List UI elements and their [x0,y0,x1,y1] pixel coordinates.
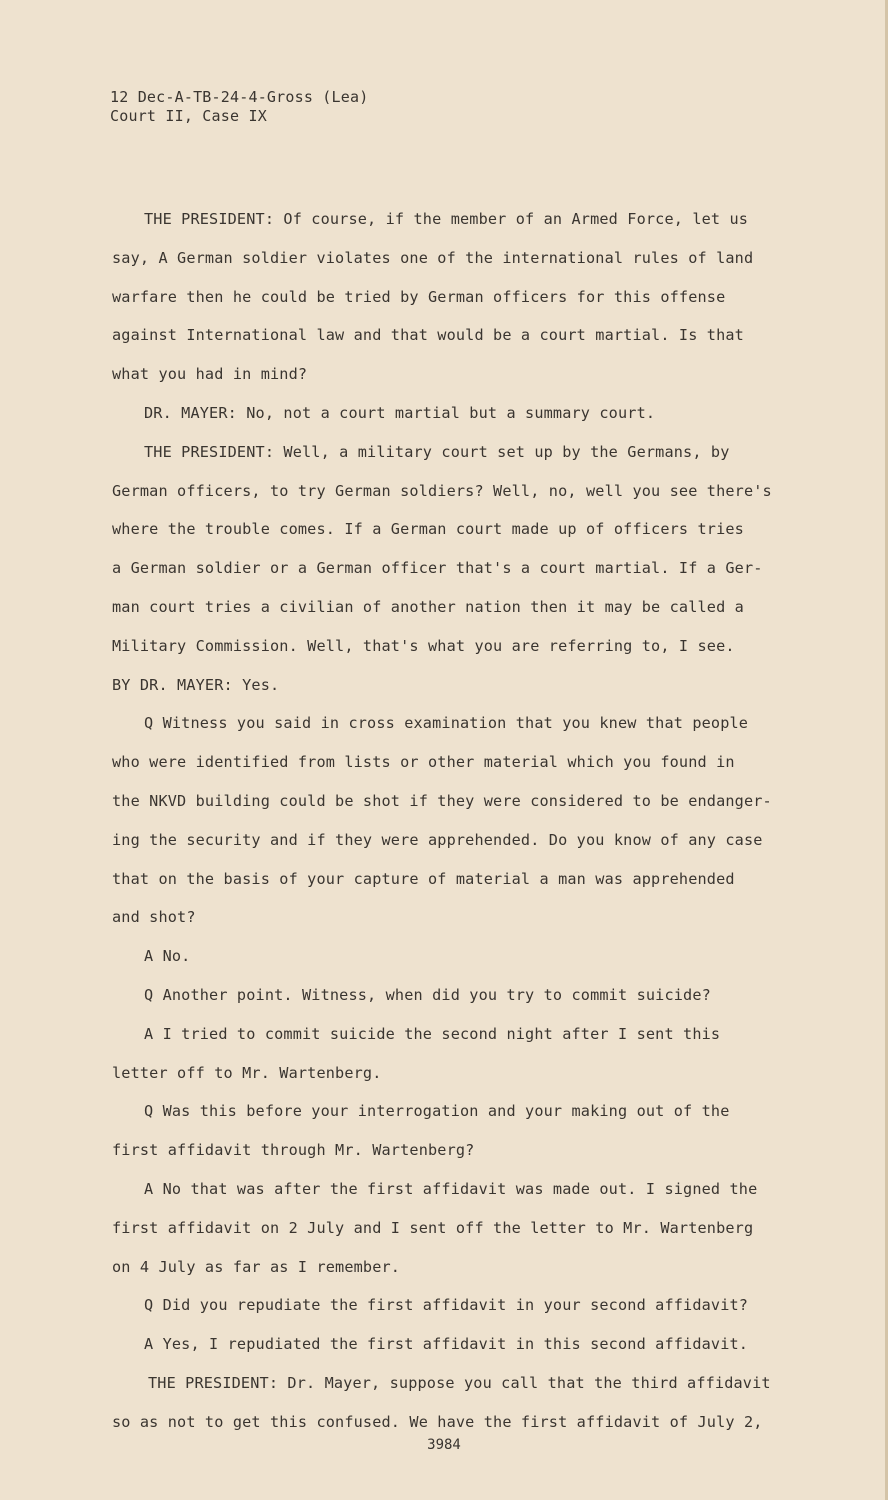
transcript-line: Military Commission. Well, that's what you are referring to, I see. [112,636,735,655]
transcript-line: A No that was after the first affidavit was made out. I signed the [144,1179,758,1198]
transcript-line: where the trouble comes. If a German court made up of officers tries [112,520,744,539]
transcript-line: man court tries a civilian of another nation then it may be called a [112,597,744,616]
transcript-line: the NKVD building could be shot if they were considered to be endanger- [112,791,772,810]
transcript-line: what you had in mind? [112,365,308,384]
transcript-line: THE PRESIDENT: Of course, if the member of an Armed Force, let us [144,210,749,228]
transcript-line: ing the security and if they were apprehended. Do you know of any case [112,830,763,849]
transcript-line: warfare then he could be tried by German officers for this offense [112,287,726,306]
transcript-line: first affidavit through Mr. Wartenberg? [112,1141,475,1160]
transcript-line: A Yes, I repudiated the first affidavit in this second affidavit. [144,1335,749,1354]
transcript-line: who were identified from lists or other material which you found in [112,753,735,772]
transcript-line: Q Did you repudiate the first affidavit in your second affidavit? [144,1296,749,1315]
transcript-line: against International law and that would be a court martial. Is that [112,326,744,345]
transcript-line: BY DR. MAYER: Yes. [112,675,280,694]
transcript-line: THE PRESIDENT: Dr. Mayer, suppose you call that the third affidavit [148,1373,771,1392]
transcript-line: THE PRESIDENT: Well, a military court set up by the Germans, by [144,442,730,461]
transcript-line: A No. [144,947,191,966]
transcript-line: Q Witness you said in cross examination that you knew that people [144,714,749,733]
transcript-line: Q Another point. Witness, when did you try to commit suicide? [144,985,711,1004]
transcript-line: that on the basis of your capture of material a man was apprehended [112,869,735,888]
transcript-line: and shot? [112,908,196,927]
transcript-line: first affidavit on 2 July and I sent off the letter to Mr. Wartenberg [112,1218,754,1237]
page-number: 3984 [427,1437,461,1453]
document-header [110,88,368,126]
header-docket-line: 12 Dec-A-TB-24-4-Gross (Lea) [110,88,369,106]
transcript-line: so as not to get this confused. We have the first affidavit of July 2, [112,1412,763,1431]
transcript-line: a German soldier or a German officer that's a court martial. If a Ger- [112,559,763,578]
transcript-line: on 4 July as far as I remember. [112,1257,401,1276]
header-court-line: Court II, Case IX [110,107,267,125]
transcript-body [112,200,812,1442]
transcript-line: Q Was this before your interrogation and your making out of the [144,1102,730,1121]
transcript-line: German officers, to try German soldiers? Well, no, well you see there's [112,481,772,500]
transcript-line: say, A German soldier violates one of the international rules of land [112,248,754,267]
transcript-line: A I tried to commit suicide the second night after I sent this [144,1024,721,1043]
transcript-line: DR. MAYER: No, not a court martial but a summary court. [144,403,656,422]
transcript-line: letter off to Mr. Wartenberg. [112,1063,382,1082]
